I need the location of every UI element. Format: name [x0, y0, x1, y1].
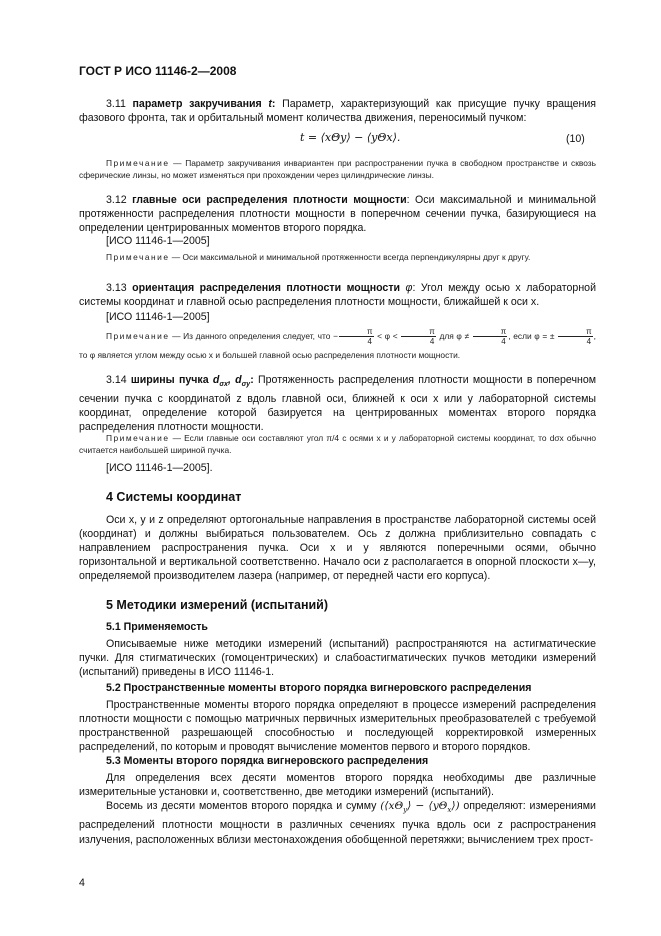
clause-text: Угол между осью x лабораторной системы координат и главной осью распределения плотности мощности, ближайшей к оси x. — [79, 282, 596, 308]
clause-number: 3.14 — [106, 374, 127, 386]
section-4-text: Оси x, y и z определяют ортогональные направления в пространстве лабораторной системы осей (координат) и должны выбираться пользователем. Ось z должна приблизительно совпадать с направлением распространения пучка. Оси x и y являются поперечными осями, обычно горизонтальной и вертикальной соответственно. Начало оси z располагается в опорной плоскости x—y, определяемой производителем лазера (например, от передней части его корпуса). — [79, 514, 596, 582]
clause-symbol: φ — [405, 282, 413, 294]
page-number: 4 — [79, 877, 85, 889]
reference: [ИСО 11146-1—2005]. — [106, 462, 213, 474]
note-text: — Оси максимальной и минимальной протяженности всегда перпендикулярны друг к другу. — [169, 252, 531, 262]
reference: [ИСО 11146-1—2005] — [106, 235, 210, 247]
clause-number: 3.12 — [106, 194, 127, 206]
clause-3-12: 3.12 главные оси распределения плотности мощности: Оси максимальной и минимальной протяженности распределения плотности мощности в поперечном сечении пучка, базирующиеся на определении центрированных моментов второго порядка. — [79, 194, 596, 234]
inequality: − $\frac{\pi}{4}$ < φ < $\frac{\pi}{4}$ — [333, 327, 435, 347]
note-3-11 — [79, 157, 596, 181]
clause-text: Протяженность распределения плотности мощности в поперечном сечении пучка с координатой z вдоль главной оси, ближней к оси x или y лабораторной системы координат, определение которой базируется на центрированных моментах второго порядка распределения плотности мощности. — [79, 374, 597, 434]
section-5-2-text: Пространственные моменты второго порядка определяют в процессе измерений распределения плотности мощности с помощью матричных первичных измерительных преобразователей с требуемой пространственной разрешающей способностью и последующей корректировкой измеренных распределений, по которым и проводят вычисление моментов первого и второго порядков. — [79, 699, 596, 753]
section-5-3-title: 5.3 Моменты второго порядка вигнеровского распределения — [106, 755, 429, 767]
note-3-13: Примечание — Из данного определения следует, что − $\frac{\pi}{4}$ < φ < $\frac{\pi}{4}$ для φ ≠ $\frac{\pi}{4}$ , если φ = ± $\frac{\pi}{4}$ , то φ является углом между осью x и большей главной осью распределения плотности мощности. — [79, 327, 596, 361]
note-label: Примечание — [106, 433, 170, 443]
clause-term: ориентация распределения плотности мощности — [132, 282, 401, 294]
clause-3-13: 3.13 ориентация распределения плотности мощности φ: Угол между осью x лабораторной системы координат и главной осью распределения плотности мощности, ближайшей к оси x. — [79, 282, 596, 308]
document-header: ГОСТ Р ИСО 11146-2—2008 — [79, 64, 237, 78]
section-5-1-text: Описываемые ниже методики измерений (испытаний) распространяются на астигматические пучки. Для стигматических (гомоцентрических) и слабоастигматических пучков методики измерений (испытаний) приведены в ИСО 11146-1. — [79, 638, 596, 678]
section-5-1-title: 5.1 Применяемость — [106, 621, 208, 633]
section-5-title: 5 Методики измерений (испытаний) — [106, 598, 329, 612]
note-label: Примечание — [106, 158, 170, 168]
reference: [ИСО 11146-1—2005] — [106, 311, 210, 323]
note-3-14 — [79, 432, 596, 456]
note-label: Примечание — [106, 252, 170, 262]
clause-symbol: t — [268, 98, 272, 110]
section-5-2-title: 5.2 Пространственные моменты второго порядка вигнеровского распределения — [106, 682, 532, 694]
note-text: — Если главные оси составляют угол π/4 с осями x и y лабораторной системы координат, то dσx обычно считается наибольшей шириной пучка. — [79, 433, 596, 455]
clause-number: 3.11 — [106, 98, 126, 110]
clause-text: Оси максимальной и минимальной протяженности распределения плотности мощности в поперечном сечении пучка, базирующиеся на определении центрированных моментов второго порядка. — [79, 194, 596, 234]
section-5-3-text-2: Восемь из десяти моментов второго порядка и сумму ($⟨x\Theta_y⟩$ − $⟨y\Theta_x⟩$) определяют: измерениями распределений плотности мощности в различных сечениях пучка вдоль оси z распространения излучения, расположенных вблизи местонахождения обобщенной перетяжки; вычислением трех прост- — [79, 800, 596, 847]
section-4-title: 4 Системы координат — [106, 490, 242, 504]
formula-10: t = ⟨xΘy⟩ − ⟨yΘx⟩. — [300, 131, 401, 144]
clause-term: параметр закручивания — [132, 98, 262, 110]
clause-number: 3.13 — [106, 282, 127, 294]
clause-3-14: 3.14 ширины пучка $d_{\sigma x}$, $d_{\sigma y}$: Протяженность распределения плотности мощности в поперечном сечении пучка с координатой z вдоль главной оси, ближней к оси x или y лабораторной системы координат, определение которой базируется на центрированных моментах второго порядка распределения плотности мощности. — [79, 374, 597, 434]
equation-number: (10) — [566, 133, 585, 145]
clause-term: главные оси распределения плотности мощности — [132, 194, 407, 206]
clause-3-11: 3.11 параметр закручивания t: Параметр, характеризующий как присущие пучку вращения фазового фронта, так и орбитальный момент количества движения, переносимый пучком: — [79, 98, 596, 124]
clause-term: ширины пучка — [130, 374, 209, 386]
note-text: — Параметр закручивания инвариантен при распространении пучка в свободном пространстве и сквозь сферические линзы, но может изменяться при прохождении через цилиндрические линзы. — [79, 158, 596, 180]
clause-text: Параметр, характеризующий как присущие пучку вращения фазового фронта, так и орбитальный момент количества движения, переносимый пучком: — [79, 98, 596, 124]
section-5-3-text-1: Для определения всех десяти моментов второго порядка необходимы две различные измерительные установки и, соответственно, две методики измерений (испытаний). — [79, 772, 596, 798]
note-3-12 — [79, 251, 596, 263]
note-label: Примечание — [106, 331, 170, 341]
